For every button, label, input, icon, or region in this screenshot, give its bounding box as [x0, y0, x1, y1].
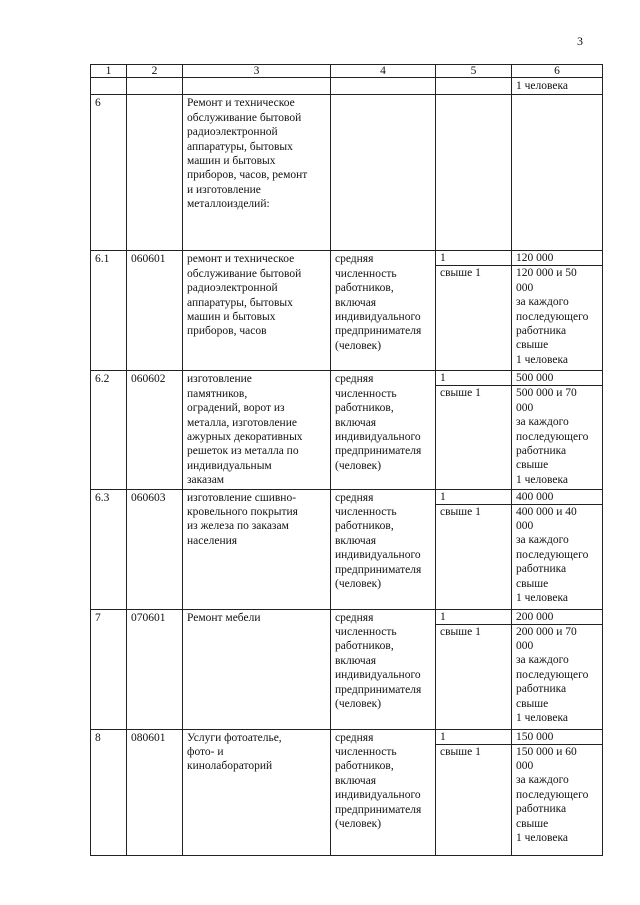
header-cell: 2 [127, 65, 183, 78]
cell-code: 080601 [127, 729, 183, 855]
cell-indicator: средняя численность работников, включая индивидуального предпринимателя (человек) [331, 371, 436, 489]
header-row [91, 65, 603, 78]
qty-line: 1 [436, 251, 511, 266]
cell-code: 060603 [127, 489, 183, 609]
qty-line: 1 [436, 730, 511, 745]
cell-indicator: средняя численность работников, включая индивидуального предпринимателя (человек) [331, 489, 436, 609]
cell-amount [512, 95, 603, 251]
cell-number: 8 [91, 729, 127, 855]
header-cell: 6 [512, 65, 603, 78]
continuation-row [91, 78, 603, 95]
cell-name: Услуги фотоателье, фото- и кинолабораторий [183, 729, 331, 855]
cell-name: изготовление сшивно- кровельного покрытия из железа по заказам населения [183, 489, 331, 609]
qty-line: свыше 1 [440, 387, 481, 400]
table-row [91, 609, 603, 729]
cell-qty [436, 489, 512, 609]
cell-number: 6 [91, 95, 127, 251]
cell-amount [512, 251, 603, 371]
qty-line: свыше 1 [440, 745, 481, 758]
header-cell: 5 [436, 65, 512, 78]
cell-indicator: средняя численность работников, включая индивидуального предпринимателя (человек) [331, 251, 436, 371]
cell-number: 6.3 [91, 489, 127, 609]
cell-empty [127, 78, 183, 95]
amount-line: 400 000 [512, 490, 602, 505]
amount-line: 150 000 [512, 730, 602, 745]
amount-line: 500 000 и 70 000 за каждого последующего работника свыше 1 человека [516, 387, 589, 486]
table-row [91, 95, 603, 251]
header-cell: 4 [331, 65, 436, 78]
amount-line: 400 000 и 40 000 за каждого последующего работника свыше 1 человека [516, 505, 589, 605]
cell-qty [436, 95, 512, 251]
cell-qty [436, 609, 512, 729]
qty-line: 1 [436, 371, 511, 386]
qty-line: 1 [436, 610, 511, 625]
cell-qty [436, 251, 512, 371]
cell-empty [91, 78, 127, 95]
header-cell: 3 [183, 65, 331, 78]
cell-qty [436, 729, 512, 855]
table-row [91, 251, 603, 371]
cell-indicator [331, 95, 436, 251]
cell-code: 060602 [127, 371, 183, 489]
cell-code: 060601 [127, 251, 183, 371]
cell-number: 6.2 [91, 371, 127, 489]
amount-line: 120 000 [512, 251, 602, 266]
cell-amount [512, 729, 603, 855]
cell-amount: 1 человека [512, 78, 603, 95]
amount-line: 200 000 [512, 610, 602, 625]
cell-name: Ремонт и техническое обслуживание бытовой радиоэлектронной аппаратуры, бытовых машин и бытовых приборов, часов, ремонт и изготовление металлоизделий: [183, 95, 331, 251]
rates-table [90, 64, 603, 856]
amount-line: 150 000 и 60 000 за каждого последующего работника свыше 1 человека [516, 745, 589, 845]
table-row [91, 371, 603, 489]
cell-indicator: средняя численность работников, включая индивидуального предпринимателя (человек) [331, 609, 436, 729]
qty-line: 1 [436, 490, 511, 505]
amount-line: 500 000 [512, 371, 602, 386]
cell-empty [183, 78, 331, 95]
qty-line: свыше 1 [440, 625, 481, 638]
cell-name: ремонт и техническое обслуживание бытовой радиоэлектронной аппаратуры, бытовых машин и бытовых приборов, часов [183, 251, 331, 371]
cell-number: 7 [91, 609, 127, 729]
cell-code [127, 95, 183, 251]
cell-empty [331, 78, 436, 95]
cell-name: изготовление памятников, оградений, ворот из металла, изготовление ажурных декоративных решеток из металла по индивидуальным заказам [183, 371, 331, 489]
cell-code: 070601 [127, 609, 183, 729]
cell-amount [512, 489, 603, 609]
amount-line: 120 000 и 50 000 за каждого последующего работника свыше 1 человека [516, 267, 589, 366]
qty-line: свыше 1 [440, 267, 481, 280]
cell-indicator: средняя численность работников, включая индивидуального предпринимателя (человек) [331, 729, 436, 855]
header-cell: 1 [91, 65, 127, 78]
cell-number: 6.1 [91, 251, 127, 371]
table-body [91, 95, 603, 855]
cell-amount [512, 371, 603, 489]
cell-empty [436, 78, 512, 95]
table-row [91, 729, 603, 855]
qty-line: свыше 1 [440, 505, 481, 518]
cell-qty [436, 371, 512, 489]
cell-amount [512, 609, 603, 729]
amount-line: 200 000 и 70 000 за каждого последующего работника свыше 1 человека [516, 625, 589, 725]
table-row [91, 489, 603, 609]
page-number: 3 [577, 34, 583, 48]
cell-name: Ремонт мебели [183, 609, 331, 729]
